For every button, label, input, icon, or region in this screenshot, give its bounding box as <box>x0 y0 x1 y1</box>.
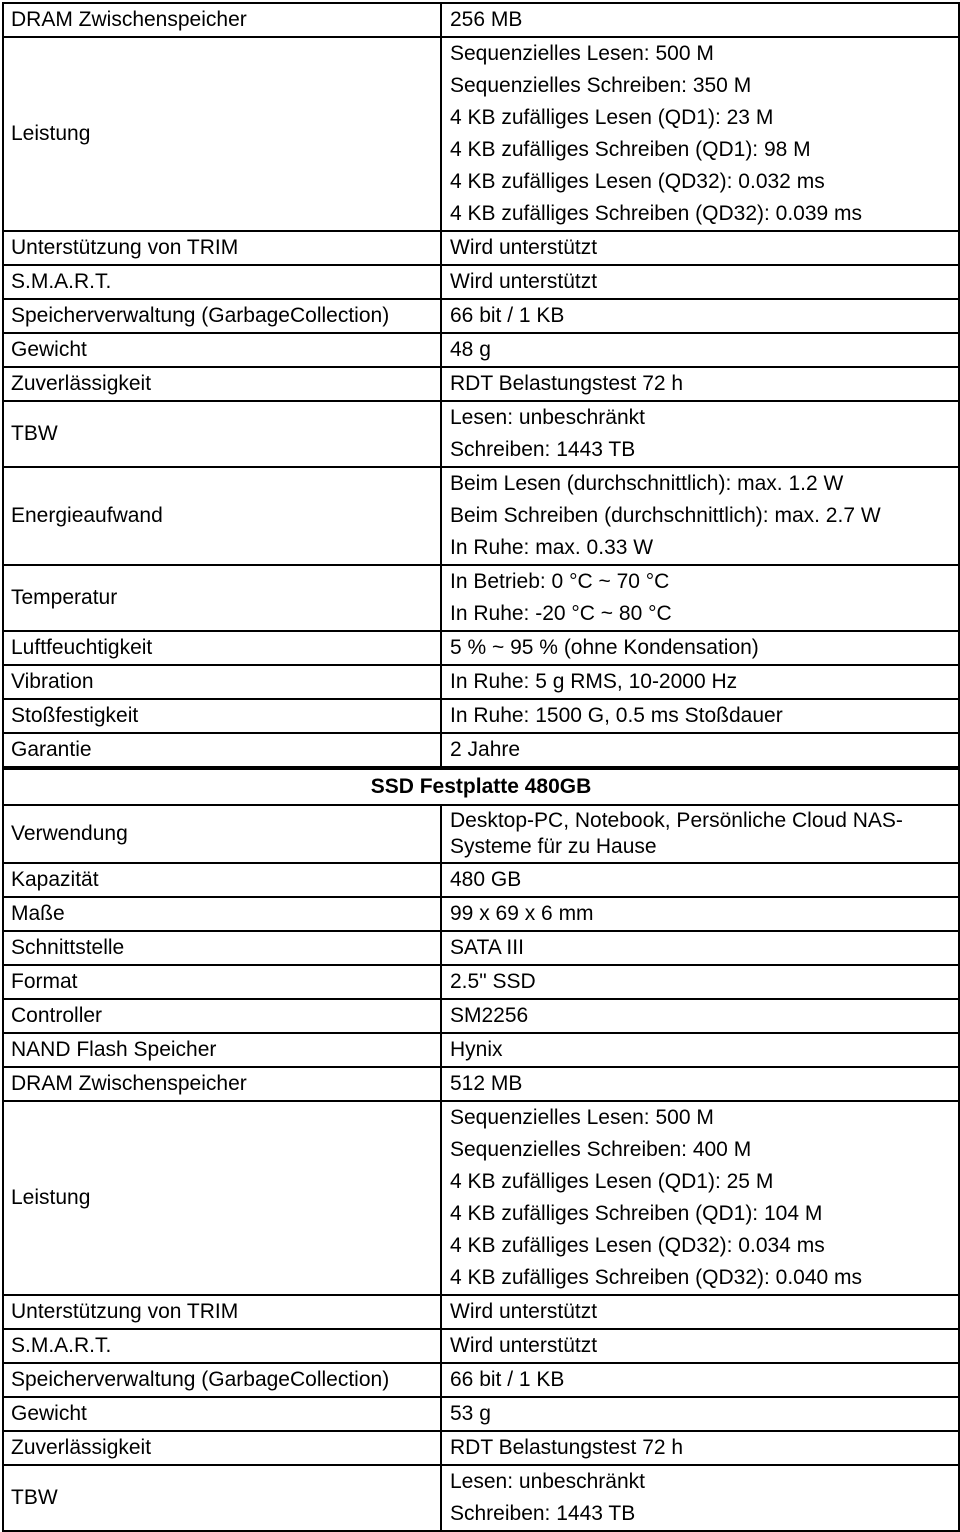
table-row <box>3 333 959 367</box>
spec-value: 2.5" SSD <box>441 965 959 999</box>
spec-value: Wird unterstützt <box>441 1295 959 1329</box>
spec-value-line: 4 KB zufälliges Lesen (QD32): 0.032 ms <box>450 170 825 193</box>
spec-label: Unterstützung von TRIM <box>3 231 441 265</box>
spec-value <box>441 37 959 231</box>
spec-label: NAND Flash Speicher <box>3 1033 441 1067</box>
spec-value: RDT Belastungstest 72 h <box>441 367 959 401</box>
spec-label: Zuverlässigkeit <box>3 367 441 401</box>
spec-value: 512 MB <box>441 1067 959 1101</box>
spec-label: Luftfeuchtigkeit <box>3 631 441 665</box>
spec-value-line: Schreiben: 1443 TB <box>450 438 636 461</box>
spec-value-line: Sequenzielles Lesen: 500 M <box>450 42 714 65</box>
table-row <box>3 1397 959 1431</box>
spec-value-line: 4 KB zufälliges Schreiben (QD32): 0.040 ms <box>450 1266 863 1289</box>
spec-label: S.M.A.R.T. <box>3 1329 441 1363</box>
table-row <box>3 265 959 299</box>
table-row <box>3 401 959 467</box>
spec-value-line: 4 KB zufälliges Schreiben (QD1): 98 M <box>450 138 811 161</box>
spec-value: Wird unterstützt <box>441 265 959 299</box>
spec-value: Wird unterstützt <box>441 231 959 265</box>
spec-value: SATA III <box>441 931 959 965</box>
table-row <box>3 965 959 999</box>
table-row <box>3 1431 959 1465</box>
spec-label: Verwendung <box>3 805 441 863</box>
spec-value-line: In Betrieb: 0 °C ~ 70 °C <box>450 570 670 593</box>
table-row <box>3 1033 959 1067</box>
table-row <box>3 1295 959 1329</box>
spec-label: Maße <box>3 897 441 931</box>
spec-value: 99 x 69 x 6 mm <box>441 897 959 931</box>
spec-value: 5 % ~ 95 % (ohne Kondensation) <box>441 631 959 665</box>
spec-value-line: In Ruhe: -20 °C ~ 80 °C <box>450 602 672 625</box>
spec-value-line: 4 KB zufälliges Lesen (QD1): 25 M <box>450 1170 774 1193</box>
spec-label: Gewicht <box>3 333 441 367</box>
spec-value: In Ruhe: 5 g RMS, 10-2000 Hz <box>441 665 959 699</box>
table-row <box>3 631 959 665</box>
spec-label: Zuverlässigkeit <box>3 1431 441 1465</box>
spec-value <box>441 401 959 467</box>
spec-label: Leistung <box>3 37 441 231</box>
spec-value: Desktop-PC, Notebook, Persönliche Cloud NAS-Systeme für zu Hause <box>441 805 959 863</box>
spec-label: Speicherverwaltung (GarbageCollection) <box>3 299 441 333</box>
table-row <box>3 37 959 231</box>
spec-value: 480 GB <box>441 863 959 897</box>
table-row <box>3 863 959 897</box>
spec-value-line: Lesen: unbeschränkt <box>450 406 645 429</box>
table-row <box>3 931 959 965</box>
table-row <box>3 897 959 931</box>
spec-value-line: In Ruhe: max. 0.33 W <box>450 536 654 559</box>
spec-label: Format <box>3 965 441 999</box>
spec-label: Stoßfestigkeit <box>3 699 441 733</box>
spec-label: TBW <box>3 1465 441 1531</box>
spec-value: Hynix <box>441 1033 959 1067</box>
spec-value: 48 g <box>441 333 959 367</box>
spec-value: In Ruhe: 1500 G, 0.5 ms Stoßdauer <box>441 699 959 733</box>
table-row <box>3 1101 959 1295</box>
spec-value-line: Sequenzielles Schreiben: 350 M <box>450 74 752 97</box>
table-row <box>3 231 959 265</box>
spec-label: Garantie <box>3 733 441 767</box>
table-row <box>3 733 959 767</box>
spec-value: 66 bit / 1 KB <box>441 1363 959 1397</box>
spec-label: Kapazität <box>3 863 441 897</box>
spec-label: Vibration <box>3 665 441 699</box>
spec-label: Speicherverwaltung (GarbageCollection) <box>3 1363 441 1397</box>
spec-value-line: Beim Lesen (durchschnittlich): max. 1.2 W <box>450 472 844 495</box>
spec-value <box>441 467 959 565</box>
spec-value <box>441 565 959 631</box>
spec-table-body <box>3 3 959 767</box>
spec-label: Leistung <box>3 1101 441 1295</box>
spec-value-line: 4 KB zufälliges Schreiben (QD32): 0.039 ms <box>450 202 863 225</box>
spec-value-line: 4 KB zufälliges Lesen (QD1): 23 M <box>450 106 774 129</box>
table-row <box>3 299 959 333</box>
table-row <box>3 665 959 699</box>
spec-value: 2 Jahre <box>441 733 959 767</box>
spec-label: S.M.A.R.T. <box>3 265 441 299</box>
spec-value-line: Sequenzielles Lesen: 500 M <box>450 1106 714 1129</box>
table-row <box>3 1363 959 1397</box>
spec-label: DRAM Zwischenspeicher <box>3 1067 441 1101</box>
spec-value: SM2256 <box>441 999 959 1033</box>
spec-value <box>441 1465 959 1531</box>
table-row <box>3 565 959 631</box>
table-row <box>3 3 959 37</box>
spec-label: Energieaufwand <box>3 467 441 565</box>
spec-value-line: 4 KB zufälliges Schreiben (QD1): 104 M <box>450 1202 823 1225</box>
spec-value: 66 bit / 1 KB <box>441 299 959 333</box>
spec-value: 53 g <box>441 1397 959 1431</box>
spec-value-line: Beim Schreiben (durchschnittlich): max. 2.7 W <box>450 504 881 527</box>
table-row <box>3 467 959 565</box>
table-row <box>3 1329 959 1363</box>
spec-value-line: Sequenzielles Schreiben: 400 M <box>450 1138 752 1161</box>
spec-value-line: 4 KB zufälliges Lesen (QD32): 0.034 ms <box>450 1234 825 1257</box>
table-row <box>3 699 959 733</box>
table-row <box>3 1465 959 1531</box>
spec-label: Gewicht <box>3 1397 441 1431</box>
table-row <box>3 805 959 863</box>
spec-value: RDT Belastungstest 72 h <box>441 1431 959 1465</box>
table-row <box>3 1067 959 1101</box>
table-row <box>3 999 959 1033</box>
spec-value: 256 MB <box>441 3 959 37</box>
table-row <box>3 367 959 401</box>
spec-label: Unterstützung von TRIM <box>3 1295 441 1329</box>
spec-label: Schnittstelle <box>3 931 441 965</box>
spec-value <box>441 1101 959 1295</box>
spec-label: TBW <box>3 401 441 467</box>
spec-label: Temperatur <box>3 565 441 631</box>
spec-table-256mb <box>2 2 960 768</box>
spec-label: Controller <box>3 999 441 1033</box>
spec-value-line: Schreiben: 1443 TB <box>450 1502 636 1525</box>
spec-table-480gb <box>2 768 960 1532</box>
spec-value-line: Lesen: unbeschränkt <box>450 1470 645 1493</box>
spec-label: DRAM Zwischenspeicher <box>3 3 441 37</box>
spec-table-body <box>3 805 959 1531</box>
spec-value: Wird unterstützt <box>441 1329 959 1363</box>
table-title: SSD Festplatte 480GB <box>3 769 959 805</box>
